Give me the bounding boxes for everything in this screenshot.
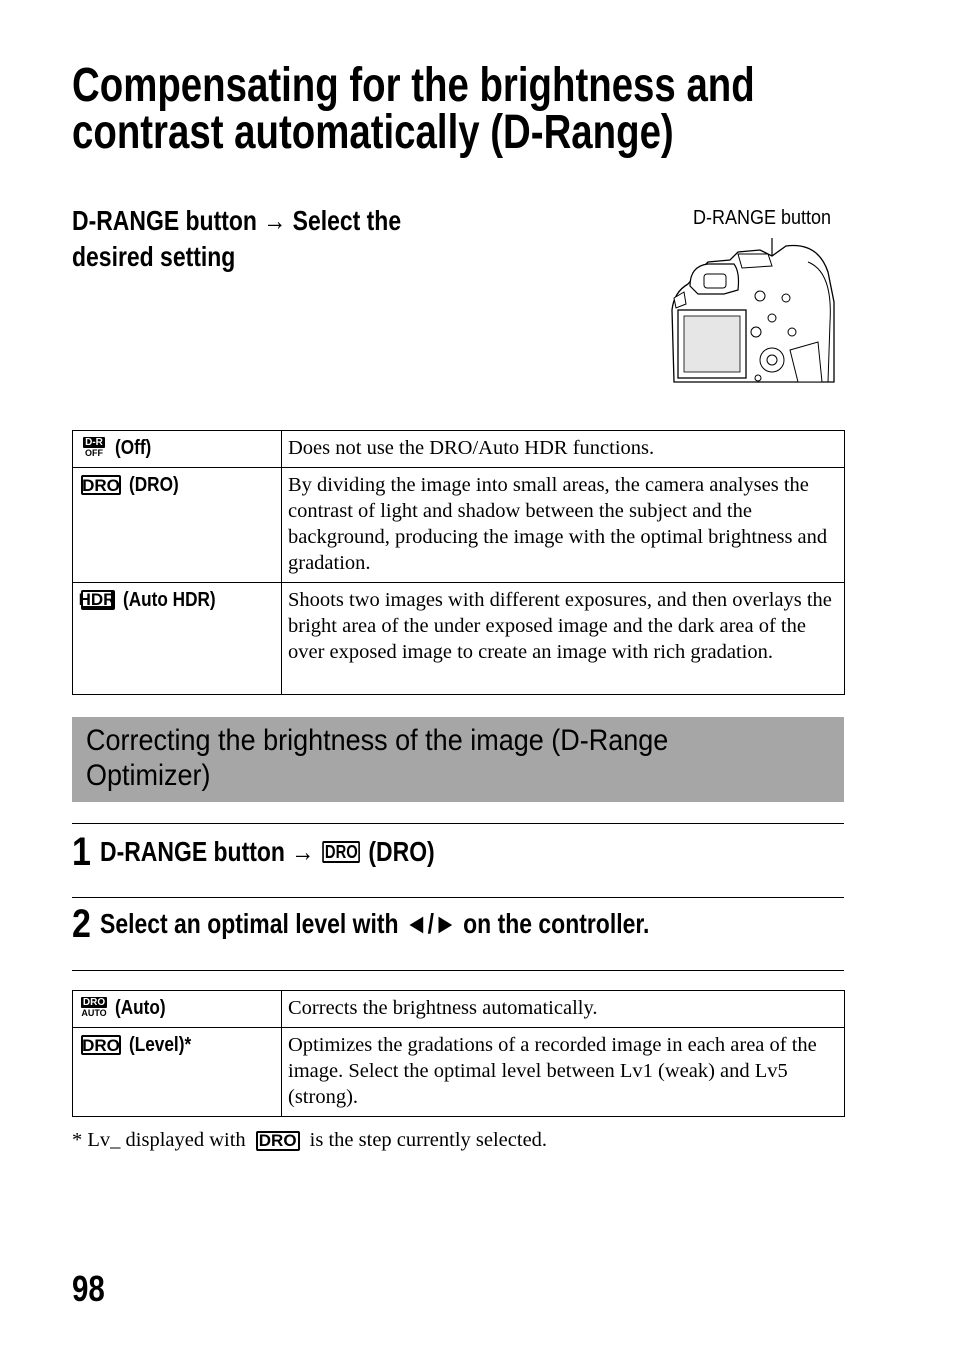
setting-label: (Auto HDR) <box>123 588 216 611</box>
divider <box>72 897 844 898</box>
footnote <box>72 1129 547 1152</box>
instruction-heading <box>72 203 473 275</box>
dro-icon: DRO <box>82 475 120 495</box>
setting-description: Optimizes the gradations of a recorded image in each area of the image. Select the optimal level between Lv1 (weak) and Lv5 (strong). <box>282 1028 845 1117</box>
d-range-button-callout: D-RANGE button <box>693 207 832 229</box>
step-number: 1 <box>72 829 91 874</box>
auto-hdr-icon: HDR <box>78 589 116 609</box>
step-1-suffix: (DRO) <box>368 836 435 867</box>
setting-description: Does not use the DRO/Auto HDR functions. <box>282 431 845 468</box>
setting-label: (Auto) <box>115 996 166 1019</box>
step-number: 2 <box>72 901 91 946</box>
setting-description: Corrects the brightness automatically. <box>282 991 845 1028</box>
setting-description: By dividing the image into small areas, the camera analyses the contrast of light and shadow between the subject and the background, producing the image with the optimal brightness and gradation. <box>282 468 845 583</box>
section-header-band <box>72 717 844 802</box>
table-row <box>73 468 845 583</box>
page-number: 98 <box>72 1268 105 1309</box>
page-title-line-2: contrast automatically (D-Range) <box>72 106 674 159</box>
camera-illustration <box>668 232 840 384</box>
setting-label: (DRO) <box>129 473 179 496</box>
setting-description: Shoots two images with different exposures, and then overlays the bright area of the under exposed image and the dark area of the over exposed image to create an image with rich gradation. <box>282 583 845 695</box>
step-2-text: Select an optimal level with ◄/► on the controller. <box>100 908 650 939</box>
table-row <box>73 431 845 468</box>
instruction-line-1: D-RANGE button → Select the <box>72 205 402 236</box>
dro-icon: DRO <box>322 841 360 863</box>
page-title <box>72 59 954 159</box>
d-range-off-icon: D-R OFF <box>85 437 103 458</box>
step-1 <box>72 830 508 874</box>
instruction-line-2: desired setting <box>72 241 236 272</box>
divider <box>72 970 844 971</box>
step-2 <box>72 902 770 946</box>
d-range-settings-table <box>72 430 845 695</box>
table-row <box>73 991 845 1028</box>
table-row <box>73 583 845 695</box>
step-1-text: D-RANGE button → <box>100 836 315 867</box>
footnote-text-after: is the step currently selected. <box>309 1129 548 1151</box>
setting-label: (Level)* <box>129 1033 192 1056</box>
dro-icon: DRO <box>82 1035 120 1055</box>
setting-label: (Off) <box>115 436 152 459</box>
dro-icon: DRO <box>256 1131 300 1151</box>
dro-level-table <box>72 990 845 1117</box>
table-row <box>73 1028 845 1117</box>
section-heading: Correcting the brightness of the image (D-Range Optimizer) <box>86 724 669 792</box>
divider <box>72 823 844 824</box>
page-title-line-1: Compensating for the brightness and <box>72 59 755 112</box>
footnote-text-before: * Lv_ displayed with <box>72 1129 246 1151</box>
dro-auto-icon: DRO AUTO <box>81 997 107 1018</box>
